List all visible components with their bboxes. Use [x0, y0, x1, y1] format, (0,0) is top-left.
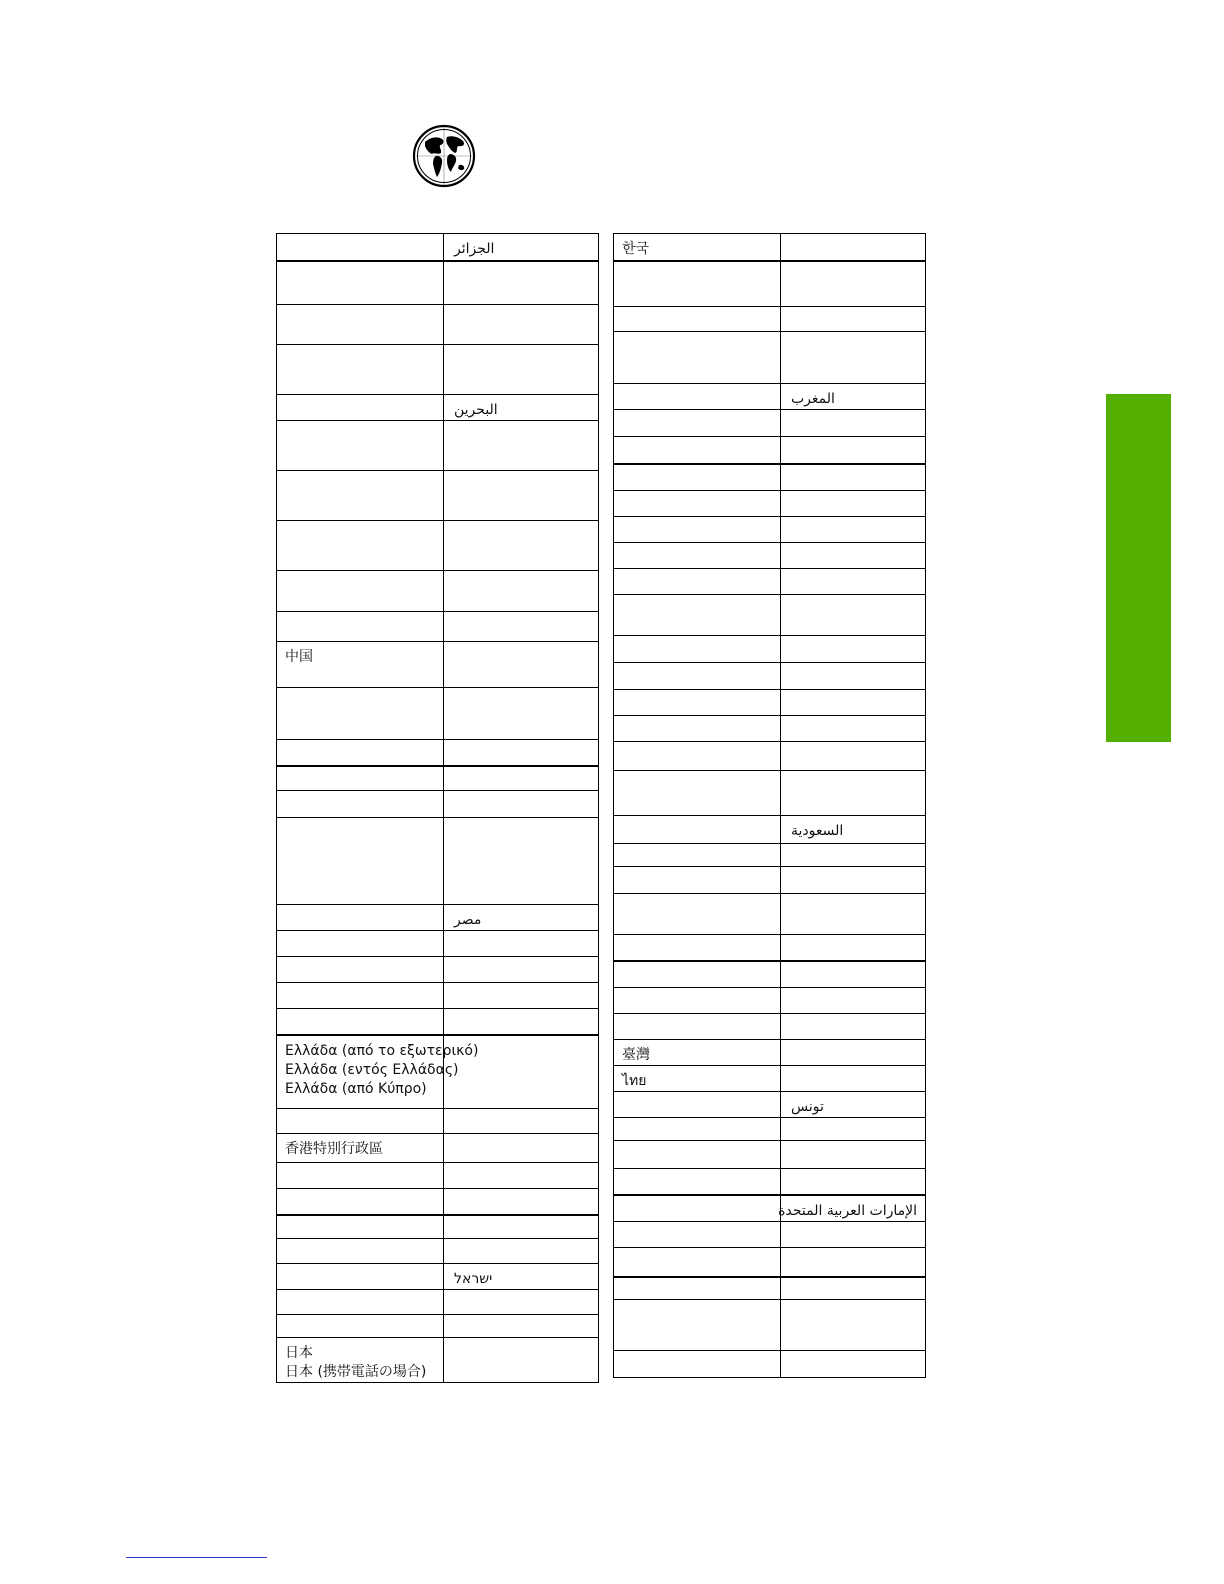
country-cell — [277, 688, 444, 740]
country-cell — [614, 384, 781, 410]
phone-cell — [444, 1338, 599, 1383]
table-row — [614, 771, 926, 816]
country-cell — [614, 867, 781, 894]
country-cell: 日本 日本 (携帯電話の場合) — [277, 1338, 444, 1383]
table-row — [614, 935, 926, 961]
country-cell — [614, 771, 781, 816]
table-row — [614, 867, 926, 894]
table-row — [614, 844, 926, 867]
country-cell — [614, 491, 781, 517]
country-cell — [614, 1351, 781, 1378]
phone-cell — [781, 1300, 926, 1351]
table-row — [614, 464, 926, 491]
country-cell — [277, 791, 444, 818]
country-cell — [277, 1109, 444, 1134]
country-cell — [277, 345, 444, 395]
phone-cell — [781, 1014, 926, 1040]
country-cell — [614, 1169, 781, 1195]
phone-cell — [444, 1290, 599, 1315]
country-cell — [614, 1248, 781, 1277]
phone-cell — [781, 1351, 926, 1378]
country-cell — [277, 931, 444, 957]
country-cell: 香港特別行政區 — [277, 1134, 444, 1163]
phone-cell — [781, 569, 926, 595]
country-cell: Ελλάδα (από το εξωτερικό) Ελλάδα (εντός Ελλάδας) Ελλάδα (από Κύπρο) — [277, 1035, 444, 1109]
country-cell — [614, 1141, 781, 1169]
phone-cell — [781, 742, 926, 771]
table-row — [614, 517, 926, 543]
country-cell — [614, 988, 781, 1014]
country-cell — [614, 1195, 781, 1222]
country-cell — [277, 818, 444, 905]
table-row — [614, 261, 926, 307]
table-row — [614, 1169, 926, 1195]
phone-cell: المغرب — [781, 384, 926, 410]
table-row — [277, 1035, 599, 1109]
country-cell — [614, 690, 781, 716]
table-row — [614, 410, 926, 437]
country-cell — [277, 1290, 444, 1315]
table-row — [614, 1092, 926, 1118]
country-cell — [277, 1239, 444, 1264]
table-row — [614, 543, 926, 569]
table-row — [614, 1141, 926, 1169]
table-row — [277, 395, 599, 421]
table-row — [277, 1290, 599, 1315]
table-row — [614, 1014, 926, 1040]
phone-cell — [444, 612, 599, 642]
country-cell — [277, 1163, 444, 1189]
country-cell — [614, 332, 781, 384]
phone-cell — [781, 543, 926, 569]
country-cell — [277, 421, 444, 471]
phone-cell — [781, 234, 926, 261]
country-cell: 中国 — [277, 642, 444, 688]
phone-cell — [781, 1222, 926, 1248]
country-cell — [614, 716, 781, 742]
country-cell — [277, 983, 444, 1009]
phone-cell — [781, 1248, 926, 1277]
country-cell — [614, 636, 781, 663]
table-row — [277, 612, 599, 642]
country-cell — [614, 1118, 781, 1141]
country-cell — [614, 1277, 781, 1300]
table-row — [277, 957, 599, 983]
phone-cell — [781, 988, 926, 1014]
table-row — [614, 569, 926, 595]
phone-cell — [781, 261, 926, 307]
phone-cell — [444, 521, 599, 571]
country-cell — [277, 1215, 444, 1239]
country-cell — [614, 663, 781, 690]
country-cell — [277, 1009, 444, 1035]
country-cell — [277, 1189, 444, 1215]
table-row — [277, 1215, 599, 1239]
country-cell — [277, 521, 444, 571]
table-row — [614, 894, 926, 935]
country-cell — [277, 740, 444, 766]
country-cell — [614, 261, 781, 307]
table-row — [614, 491, 926, 517]
phone-cell — [781, 1118, 926, 1141]
phone-cell — [444, 983, 599, 1009]
table-row — [277, 1264, 599, 1290]
phone-cell — [444, 345, 599, 395]
country-cell — [614, 1222, 781, 1248]
table-row — [614, 234, 926, 261]
country-cell — [614, 1092, 781, 1118]
country-cell — [614, 894, 781, 935]
phone-cell — [444, 766, 599, 791]
country-cell — [614, 742, 781, 771]
table-row — [277, 1189, 599, 1215]
phone-cell — [444, 1315, 599, 1338]
table-row — [614, 1066, 926, 1092]
table-row — [614, 1195, 926, 1222]
table-row — [277, 305, 599, 345]
phone-cell — [444, 791, 599, 818]
table-row — [277, 766, 599, 791]
phone-cell — [444, 931, 599, 957]
table-row — [614, 332, 926, 384]
globe-icon — [412, 124, 476, 188]
phone-cell — [781, 690, 926, 716]
table-row — [277, 740, 599, 766]
phone-cell: الجزائر — [444, 234, 599, 261]
table-row — [614, 1222, 926, 1248]
section-tab — [1106, 394, 1171, 742]
country-cell — [277, 261, 444, 305]
table-row — [277, 791, 599, 818]
table-row — [614, 961, 926, 988]
table-row — [614, 690, 926, 716]
phone-cell — [444, 421, 599, 471]
phone-cell — [444, 1215, 599, 1239]
country-cell — [277, 471, 444, 521]
country-cell — [277, 395, 444, 421]
phone-cell — [781, 1141, 926, 1169]
footer-link-underline — [126, 1557, 267, 1558]
phone-cell — [781, 844, 926, 867]
support-phone-table-left — [276, 233, 599, 1383]
country-cell — [614, 816, 781, 844]
country-cell — [277, 1264, 444, 1290]
table-row — [614, 716, 926, 742]
country-cell — [277, 766, 444, 791]
phone-cell — [444, 1009, 599, 1035]
phone-cell — [444, 740, 599, 766]
country-cell — [277, 612, 444, 642]
table-row — [277, 1134, 599, 1163]
country-cell: 한국 — [614, 234, 781, 261]
country-cell — [614, 935, 781, 961]
table-row — [614, 988, 926, 1014]
phone-cell — [444, 1239, 599, 1264]
phone-cell: الإمارات العربية المتحدة — [781, 1195, 926, 1222]
phone-cell — [781, 716, 926, 742]
phone-cell — [781, 771, 926, 816]
table-row — [614, 1277, 926, 1300]
phone-cell — [444, 471, 599, 521]
phone-cell — [444, 688, 599, 740]
table-row — [614, 663, 926, 690]
table-row — [277, 1315, 599, 1338]
phone-cell: البحرين — [444, 395, 599, 421]
phone-cell — [444, 1189, 599, 1215]
phone-cell — [444, 957, 599, 983]
table-row — [614, 1248, 926, 1277]
table-row — [614, 1300, 926, 1351]
table-row — [277, 1009, 599, 1035]
table-row — [277, 1163, 599, 1189]
phone-cell: السعودية — [781, 816, 926, 844]
country-cell — [614, 569, 781, 595]
phone-cell — [781, 1169, 926, 1195]
table-row — [614, 1118, 926, 1141]
phone-cell — [781, 663, 926, 690]
country-cell — [277, 957, 444, 983]
table-row — [614, 1040, 926, 1066]
table-row — [614, 636, 926, 663]
table-row — [277, 818, 599, 905]
phone-cell: ישראל — [444, 1264, 599, 1290]
phone-cell — [781, 1040, 926, 1066]
country-cell — [614, 1014, 781, 1040]
phone-cell — [444, 818, 599, 905]
phone-cell — [444, 261, 599, 305]
country-cell — [614, 595, 781, 636]
phone-cell — [781, 867, 926, 894]
phone-cell — [781, 595, 926, 636]
table-row — [277, 1109, 599, 1134]
phone-cell — [444, 1134, 599, 1163]
table-row — [277, 1239, 599, 1264]
table-row — [614, 437, 926, 464]
country-cell — [614, 961, 781, 988]
phone-cell — [444, 571, 599, 612]
country-cell — [614, 543, 781, 569]
phone-cell — [781, 935, 926, 961]
country-cell — [614, 464, 781, 491]
phone-cell: تونس — [781, 1092, 926, 1118]
country-cell — [614, 410, 781, 437]
support-phone-table-right — [613, 233, 926, 1378]
table-row — [614, 816, 926, 844]
country-cell — [614, 307, 781, 332]
table-row — [277, 521, 599, 571]
phone-cell — [444, 1163, 599, 1189]
country-cell — [614, 1300, 781, 1351]
table-row — [277, 931, 599, 957]
phone-cell — [781, 517, 926, 543]
phone-cell — [781, 1066, 926, 1092]
phone-cell — [781, 961, 926, 988]
country-cell — [277, 1315, 444, 1338]
table-row — [614, 1351, 926, 1378]
table-row — [614, 742, 926, 771]
phone-cell — [781, 437, 926, 464]
phone-cell — [444, 305, 599, 345]
phone-cell — [444, 642, 599, 688]
country-cell — [614, 844, 781, 867]
phone-cell — [444, 1109, 599, 1134]
table-row — [277, 571, 599, 612]
phone-cell — [781, 1277, 926, 1300]
country-cell — [277, 234, 444, 261]
phone-cell — [781, 464, 926, 491]
table-row — [277, 421, 599, 471]
table-row — [614, 307, 926, 332]
phone-cell — [781, 307, 926, 332]
table-row — [277, 1338, 599, 1383]
phone-cell — [781, 332, 926, 384]
table-row — [277, 471, 599, 521]
table-row — [277, 688, 599, 740]
table-row — [277, 261, 599, 305]
table-row — [614, 384, 926, 410]
table-row — [277, 905, 599, 931]
phone-cell — [781, 491, 926, 517]
phone-cell — [781, 894, 926, 935]
table-row — [277, 345, 599, 395]
country-cell — [614, 517, 781, 543]
table-row — [277, 234, 599, 261]
country-cell — [277, 305, 444, 345]
table-row — [614, 595, 926, 636]
phone-cell: مصر — [444, 905, 599, 931]
country-cell: ไทย — [614, 1066, 781, 1092]
phone-cell — [781, 410, 926, 437]
country-cell — [614, 437, 781, 464]
country-cell: 臺灣 — [614, 1040, 781, 1066]
table-row — [277, 983, 599, 1009]
country-cell — [277, 571, 444, 612]
table-row — [277, 642, 599, 688]
phone-cell — [781, 636, 926, 663]
country-cell — [277, 905, 444, 931]
